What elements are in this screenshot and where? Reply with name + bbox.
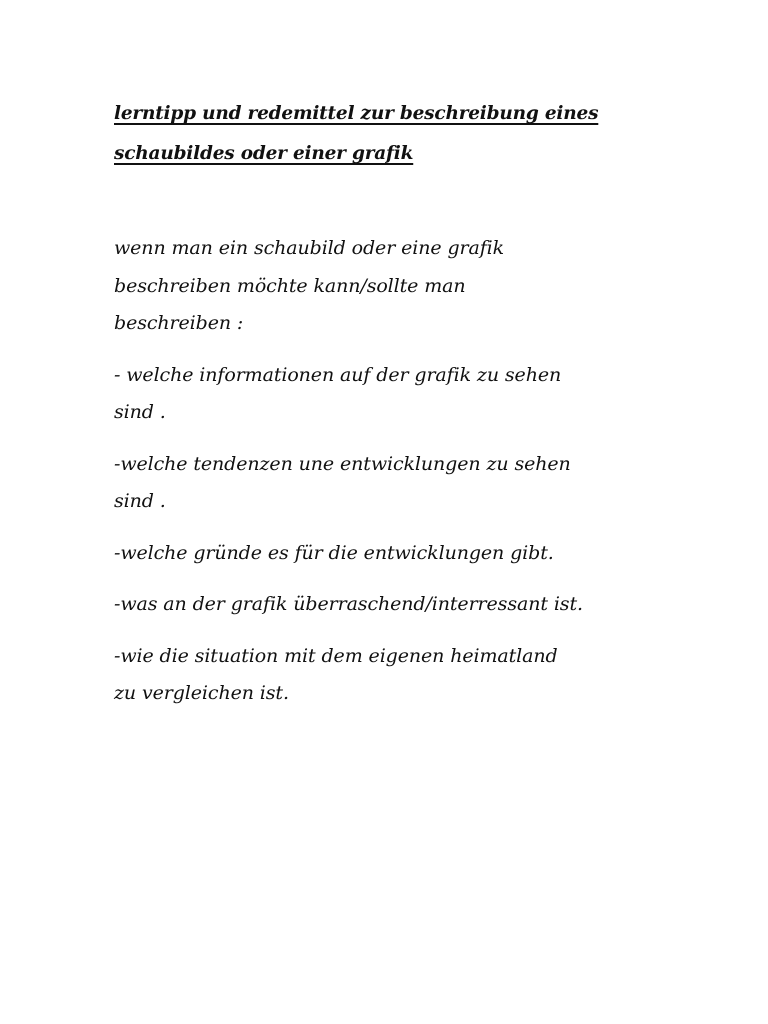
text-line: beschreiben möchte kann/sollte man — [114, 274, 466, 297]
document-body — [114, 230, 674, 727]
list-item-information — [114, 357, 674, 432]
text-line: beschreiben : — [114, 312, 244, 334]
list-item-surprising — [114, 586, 674, 624]
text-line: -was an der grafik überraschend/interressant ist. — [114, 593, 583, 615]
intro-paragraph — [114, 230, 674, 343]
list-item-comparison — [114, 638, 674, 713]
text-line: -wie die situation mit dem eigenen heimatland — [114, 644, 558, 667]
title-line-1: lerntipp und redemittel zur beschreibung eines — [114, 103, 599, 124]
list-item-tendencies — [114, 446, 674, 521]
text-line: -welche tendenzen une entwicklungen zu sehen — [114, 452, 571, 475]
text-line: zu vergleichen ist. — [114, 682, 289, 704]
text-line: sind . — [114, 490, 166, 512]
text-line: wenn man ein schaubild oder eine grafik — [114, 237, 505, 259]
text-line: - welche informationen auf der grafik zu sehen — [114, 363, 562, 386]
text-line: sind . — [114, 401, 166, 423]
title-line-2: schaubildes oder einer grafik — [114, 143, 414, 164]
text-line: -welche gründe es für die entwicklungen gibt. — [114, 541, 554, 564]
list-item-reasons — [114, 535, 674, 573]
document-title — [114, 94, 674, 174]
